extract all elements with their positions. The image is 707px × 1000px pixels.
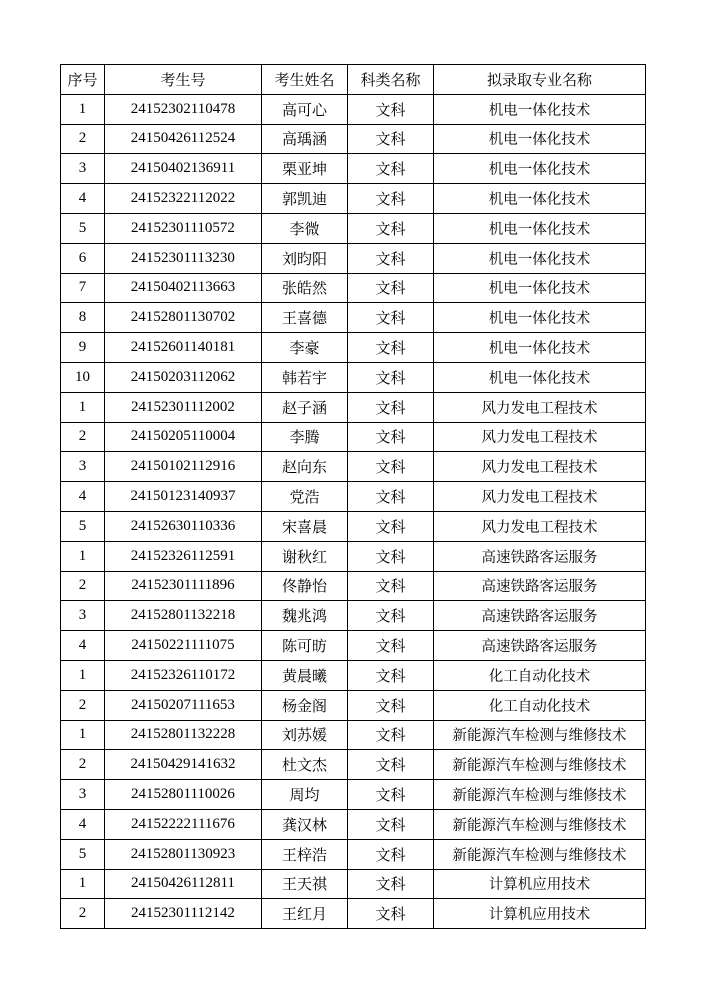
cell-index: 3: [61, 780, 105, 810]
table-row: [61, 601, 646, 631]
cell-index: 4: [61, 631, 105, 661]
cell-exam-number: 24150102112916: [105, 452, 262, 482]
cell-major: 机电一体化技术: [434, 124, 646, 154]
header-name: 考生姓名: [262, 65, 348, 95]
table-row: [61, 303, 646, 333]
cell-name: 王梓浩: [262, 839, 348, 869]
cell-name: 王喜德: [262, 303, 348, 333]
cell-index: 1: [61, 94, 105, 124]
cell-index: 1: [61, 541, 105, 571]
cell-name: 李腾: [262, 422, 348, 452]
cell-major: 机电一体化技术: [434, 303, 646, 333]
cell-category: 文科: [348, 422, 434, 452]
table-row: [61, 392, 646, 422]
table-row: [61, 422, 646, 452]
cell-exam-number: 24152630110336: [105, 511, 262, 541]
cell-exam-number: 24150426112524: [105, 124, 262, 154]
header-category: 科类名称: [348, 65, 434, 95]
cell-category: 文科: [348, 780, 434, 810]
cell-index: 6: [61, 243, 105, 273]
cell-category: 文科: [348, 809, 434, 839]
cell-category: 文科: [348, 94, 434, 124]
cell-index: 1: [61, 392, 105, 422]
table-row: [61, 243, 646, 273]
cell-category: 文科: [348, 213, 434, 243]
cell-name: 黄晨曦: [262, 660, 348, 690]
cell-exam-number: 24152801130702: [105, 303, 262, 333]
cell-exam-number: 24152301112142: [105, 899, 262, 929]
cell-major: 化工自动化技术: [434, 690, 646, 720]
cell-exam-number: 24152801130923: [105, 839, 262, 869]
table-row: [61, 839, 646, 869]
cell-index: 7: [61, 273, 105, 303]
cell-major: 新能源汽车检测与维修技术: [434, 750, 646, 780]
cell-index: 2: [61, 899, 105, 929]
cell-name: 杜文杰: [262, 750, 348, 780]
cell-category: 文科: [348, 541, 434, 571]
cell-index: 8: [61, 303, 105, 333]
cell-exam-number: 24152301112002: [105, 392, 262, 422]
cell-name: 刘昀阳: [262, 243, 348, 273]
cell-category: 文科: [348, 273, 434, 303]
cell-exam-number: 24150207111653: [105, 690, 262, 720]
cell-major: 计算机应用技术: [434, 869, 646, 899]
cell-exam-number: 24150402136911: [105, 154, 262, 184]
cell-index: 4: [61, 809, 105, 839]
cell-major: 新能源汽车检测与维修技术: [434, 720, 646, 750]
cell-major: 新能源汽车检测与维修技术: [434, 839, 646, 869]
cell-exam-number: 24150203112062: [105, 362, 262, 392]
cell-name: 周均: [262, 780, 348, 810]
cell-name: 李微: [262, 213, 348, 243]
cell-index: 5: [61, 839, 105, 869]
table-row: [61, 154, 646, 184]
cell-name: 赵向东: [262, 452, 348, 482]
cell-category: 文科: [348, 362, 434, 392]
cell-major: 机电一体化技术: [434, 213, 646, 243]
cell-name: 高瑀涵: [262, 124, 348, 154]
cell-name: 韩若宇: [262, 362, 348, 392]
cell-name: 李豪: [262, 333, 348, 363]
cell-exam-number: 24152301111896: [105, 571, 262, 601]
cell-name: 高可心: [262, 94, 348, 124]
cell-exam-number: 24150205110004: [105, 422, 262, 452]
cell-exam-number: 24152801110026: [105, 780, 262, 810]
cell-category: 文科: [348, 631, 434, 661]
cell-index: 2: [61, 422, 105, 452]
cell-index: 3: [61, 601, 105, 631]
table-row: [61, 452, 646, 482]
cell-name: 张皓然: [262, 273, 348, 303]
cell-exam-number: 24150221111075: [105, 631, 262, 661]
cell-major: 化工自动化技术: [434, 660, 646, 690]
cell-major: 风力发电工程技术: [434, 392, 646, 422]
cell-index: 3: [61, 452, 105, 482]
cell-exam-number: 24152801132228: [105, 720, 262, 750]
cell-index: 9: [61, 333, 105, 363]
table-row: [61, 571, 646, 601]
table-row: [61, 273, 646, 303]
cell-exam-number: 24152801132218: [105, 601, 262, 631]
cell-category: 文科: [348, 243, 434, 273]
cell-index: 2: [61, 690, 105, 720]
cell-index: 10: [61, 362, 105, 392]
cell-major: 高速铁路客运服务: [434, 601, 646, 631]
cell-name: 赵子涵: [262, 392, 348, 422]
table-row: [61, 809, 646, 839]
cell-category: 文科: [348, 720, 434, 750]
header-row: [61, 65, 646, 95]
admission-table: [60, 64, 646, 929]
cell-category: 文科: [348, 154, 434, 184]
cell-name: 谢秋红: [262, 541, 348, 571]
cell-name: 佟静怡: [262, 571, 348, 601]
cell-name: 宋喜晨: [262, 511, 348, 541]
table-row: [61, 869, 646, 899]
table-row: [61, 511, 646, 541]
cell-exam-number: 24152302110478: [105, 94, 262, 124]
table-row: [61, 213, 646, 243]
cell-major: 新能源汽车检测与维修技术: [434, 809, 646, 839]
cell-major: 风力发电工程技术: [434, 482, 646, 512]
cell-name: 陈可昉: [262, 631, 348, 661]
cell-name: 刘苏媛: [262, 720, 348, 750]
cell-category: 文科: [348, 750, 434, 780]
cell-category: 文科: [348, 660, 434, 690]
cell-exam-number: 24152326112591: [105, 541, 262, 571]
cell-category: 文科: [348, 511, 434, 541]
table-row: [61, 124, 646, 154]
cell-major: 机电一体化技术: [434, 273, 646, 303]
header-major: 拟录取专业名称: [434, 65, 646, 95]
cell-category: 文科: [348, 839, 434, 869]
cell-exam-number: 24150123140937: [105, 482, 262, 512]
cell-index: 1: [61, 869, 105, 899]
table-row: [61, 750, 646, 780]
cell-major: 风力发电工程技术: [434, 511, 646, 541]
table-row: [61, 690, 646, 720]
cell-exam-number: 24152322112022: [105, 184, 262, 214]
cell-major: 新能源汽车检测与维修技术: [434, 780, 646, 810]
cell-major: 机电一体化技术: [434, 243, 646, 273]
cell-category: 文科: [348, 333, 434, 363]
table-row: [61, 541, 646, 571]
cell-category: 文科: [348, 482, 434, 512]
cell-exam-number: 24152301110572: [105, 213, 262, 243]
table-row: [61, 660, 646, 690]
cell-exam-number: 24150426112811: [105, 869, 262, 899]
cell-major: 机电一体化技术: [434, 333, 646, 363]
cell-category: 文科: [348, 571, 434, 601]
cell-category: 文科: [348, 690, 434, 720]
cell-category: 文科: [348, 303, 434, 333]
cell-category: 文科: [348, 899, 434, 929]
cell-name: 郭凯迪: [262, 184, 348, 214]
cell-name: 党浩: [262, 482, 348, 512]
cell-major: 高速铁路客运服务: [434, 631, 646, 661]
cell-index: 1: [61, 720, 105, 750]
header-exam-number: 考生号: [105, 65, 262, 95]
cell-exam-number: 24152222111676: [105, 809, 262, 839]
table-row: [61, 720, 646, 750]
cell-name: 栗亚坤: [262, 154, 348, 184]
cell-major: 高速铁路客运服务: [434, 541, 646, 571]
cell-category: 文科: [348, 601, 434, 631]
table-row: [61, 362, 646, 392]
table-body: [61, 94, 646, 928]
cell-index: 4: [61, 184, 105, 214]
table-row: [61, 333, 646, 363]
cell-major: 机电一体化技术: [434, 154, 646, 184]
cell-index: 5: [61, 511, 105, 541]
cell-name: 王红月: [262, 899, 348, 929]
cell-name: 龚汉林: [262, 809, 348, 839]
cell-name: 杨金阁: [262, 690, 348, 720]
cell-index: 2: [61, 750, 105, 780]
cell-category: 文科: [348, 869, 434, 899]
cell-major: 机电一体化技术: [434, 184, 646, 214]
table-row: [61, 184, 646, 214]
table-row: [61, 899, 646, 929]
cell-exam-number: 24152326110172: [105, 660, 262, 690]
cell-category: 文科: [348, 184, 434, 214]
cell-name: 王天祺: [262, 869, 348, 899]
cell-exam-number: 24150402113663: [105, 273, 262, 303]
cell-major: 机电一体化技术: [434, 94, 646, 124]
table-row: [61, 94, 646, 124]
cell-category: 文科: [348, 124, 434, 154]
cell-exam-number: 24152601140181: [105, 333, 262, 363]
table-row: [61, 631, 646, 661]
cell-major: 风力发电工程技术: [434, 452, 646, 482]
cell-category: 文科: [348, 452, 434, 482]
cell-major: 风力发电工程技术: [434, 422, 646, 452]
cell-category: 文科: [348, 392, 434, 422]
cell-index: 5: [61, 213, 105, 243]
cell-index: 2: [61, 124, 105, 154]
cell-major: 高速铁路客运服务: [434, 571, 646, 601]
cell-index: 2: [61, 571, 105, 601]
cell-major: 计算机应用技术: [434, 899, 646, 929]
cell-name: 魏兆鸿: [262, 601, 348, 631]
cell-major: 机电一体化技术: [434, 362, 646, 392]
cell-index: 4: [61, 482, 105, 512]
header-index: 序号: [61, 65, 105, 95]
table-row: [61, 482, 646, 512]
cell-exam-number: 24152301113230: [105, 243, 262, 273]
cell-index: 3: [61, 154, 105, 184]
table-row: [61, 780, 646, 810]
cell-index: 1: [61, 660, 105, 690]
cell-exam-number: 24150429141632: [105, 750, 262, 780]
